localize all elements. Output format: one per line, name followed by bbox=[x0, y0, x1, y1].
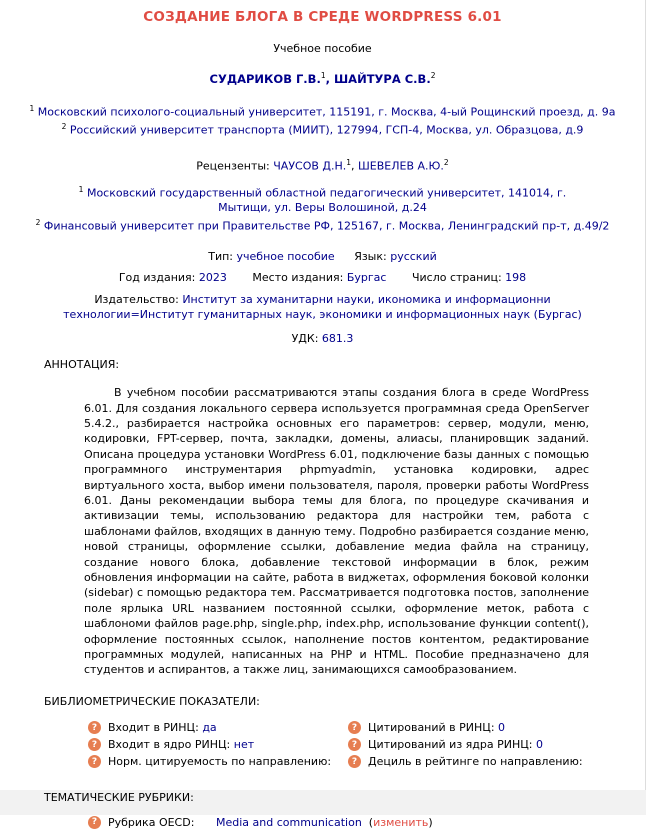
reviewer-link[interactable]: ЧАУСОВ Д.Н. bbox=[273, 159, 347, 173]
rubrics-heading: ТЕМАТИЧЕСКИЕ РУБРИКИ: bbox=[44, 790, 194, 804]
reviewer-affiliations bbox=[0, 182, 645, 234]
rubric-label: Рубрика OECD: bbox=[108, 815, 195, 829]
rubric-row: ? Рубрика OECD: Media and communication ( изменить ) bbox=[88, 816, 645, 829]
reviewer-link[interactable]: ШЕВЕЛЕВ А.Ю. bbox=[358, 159, 444, 173]
question-mark-icon[interactable]: ? bbox=[348, 721, 361, 734]
question-mark-icon[interactable]: ? bbox=[88, 721, 101, 734]
affiliation-item: $^1$ Московский государственный областной педагогический университет, 141014, г. Мытищи, ул. Веры Волошиной, д.24 bbox=[78, 184, 567, 215]
pages-value: 198 bbox=[505, 271, 527, 285]
rubric-value[interactable]: Media and communication bbox=[216, 815, 362, 829]
affiliation-link[interactable]: Московский государственный областной педагогический университет, 141014, г. Мытищи, ул. Веры Волошиной, д.24 bbox=[86, 186, 567, 215]
year-value: 2023 bbox=[198, 271, 227, 285]
type-language-line: Тип: учебное пособие Язык: русский bbox=[208, 250, 437, 264]
biblio-heading: БИБЛИОМЕТРИЧЕСКИЕ ПОКАЗАТЕЛИ: bbox=[44, 694, 260, 708]
book-title: СОЗДАНИЕ БЛОГА В СРЕДЕ WORDPRESS 6.01 bbox=[143, 9, 502, 25]
annotation-heading: АННОТАЦИЯ: bbox=[44, 358, 120, 372]
affiliation-link[interactable]: Финансовый университет при Правительстве РФ, 125167, г. Москва, Ленинградский пр-т, д.49/2 bbox=[43, 220, 610, 234]
change-rubric-link[interactable]: изменить bbox=[373, 815, 429, 829]
year-place-pages-line: Год издания: 2023 Место издания: Бургас Число страниц: 198 bbox=[118, 271, 527, 285]
question-mark-icon[interactable]: ? bbox=[88, 738, 101, 751]
biblio-metrics bbox=[88, 721, 645, 769]
author-link[interactable]: ШАЙТУРА С.В. bbox=[333, 71, 431, 86]
udk-line: УДК: 681.3 bbox=[291, 332, 354, 346]
annotation-text: В учебном пособии рассматриваются этапы создания блога в среде WordPress 6.01. Для создания локального сервера используется программная среда OpenServer 5.4.2., разбирается настройка основных его параметров: сервер, модули, меню, кодировки, FPT-сервер, почта, закладки, домены, алиасы, планировщик заданий. Описана процедура установки WordPress 6.01, подключение базы данных с помощью программного инструментария phpmyadmin, установка кодировки, адрес виртуального хоста, выбор имени пользователя, пароля, проверки работы WordPress 6.01. Даны рекомендации выбора темы для блога, по процедуре скачивания и активизации темы, использованию редактора для настройки тем, работа с шаблонами файлов, входящих в данную тему. Подробно разбирается создание меню, новой страницы, оформление ссылки, добавление медиа файла на страницу, создание нового блока, добавление текстовой информации в блок, режим обновления информации на сайте, работа в виджетах, оформления боковой колонки (sidebar) с помощью редактора тем. Рассматривается подготовка постов, заполнение поле ярлыка URL названием постоянной ссылки, оформление меток, работа с шаблономи файлов page.php, single.php, index.php, использование функции content(), оформление постоянных ссылок, наполнение постов контентом, редактирование программных модулей, написанных на PHP и HTML. Пособие предназначено для студентов и аспирантов, а также лиц, занимающихся самообразованием. bbox=[84, 386, 589, 677]
place-value: Бургас bbox=[346, 271, 387, 285]
publisher-link[interactable]: Институт за хуманитарни науки, икономика и информационни технологии=Институт гуманитарных наук, экономики и информационных наук (Бургас) bbox=[63, 293, 582, 322]
metric-item: ? Цитирований из ядра РИНЦ: 0 bbox=[348, 738, 608, 752]
language-value: русский bbox=[390, 250, 437, 264]
affiliation-item: $^2$ Финансовый университет при Правительстве РФ, 125167, г. Москва, Ленинградский пр-т, д.49/2 bbox=[35, 218, 610, 234]
affiliation-item: $^2$ Российский университет транспорта (МИИТ), 127994, ГСП-4, Москва, ул. Образцова, д.9 bbox=[61, 122, 584, 138]
affiliation-link[interactable]: Российский университет транспорта (МИИТ), 127994, ГСП-4, Москва, ул. Образцова, д.9 bbox=[69, 124, 584, 138]
book-subtitle: Учебное пособие bbox=[273, 42, 372, 55]
authors-line: СУДАРИКОВ Г.В.$^1$, ШАЙТУРА С.В.$^2$ bbox=[209, 71, 436, 86]
metric-item: ? Входит в РИНЦ: да bbox=[88, 721, 348, 735]
question-mark-icon[interactable]: ? bbox=[348, 755, 361, 768]
udk-value: 681.3 bbox=[321, 332, 354, 346]
metric-item: ? Норм. цитируемость по направлению: bbox=[88, 755, 348, 769]
publisher-line: Издательство: Институт за хуманитарни науки, икономика и информационни технологии=Институт гуманитарных наук, экономики и информационных наук (Бургас) bbox=[63, 293, 582, 322]
metric-item: ? Входит в ядро РИНЦ: нет bbox=[88, 738, 348, 752]
affiliation-link[interactable]: Московский психолого-социальный университет, 115191, г. Москва, 4-ый Рощинский проезд, д. 9а bbox=[37, 105, 616, 119]
affiliation-item: $^1$ Московский психолого-социальный университет, 115191, г. Москва, 4-ый Рощинский проезд, д. 9а bbox=[29, 103, 616, 119]
metric-item: ? Дециль в рейтинге по направлению: bbox=[348, 755, 608, 769]
question-mark-icon[interactable]: ? bbox=[348, 738, 361, 751]
author-affiliations bbox=[0, 101, 645, 138]
question-mark-icon[interactable]: ? bbox=[88, 755, 101, 768]
author-link[interactable]: СУДАРИКОВ Г.В. bbox=[209, 71, 321, 86]
type-value: учебное пособие bbox=[236, 250, 335, 264]
reviewers-line: Рецензенты: ЧАУСОВ Д.Н.$^1$, ШЕВЕЛЕВ А.Ю.$^2$ bbox=[196, 158, 449, 173]
metric-item: ? Цитирований в РИНЦ: 0 bbox=[348, 721, 608, 735]
question-mark-icon[interactable]: ? bbox=[88, 816, 101, 829]
